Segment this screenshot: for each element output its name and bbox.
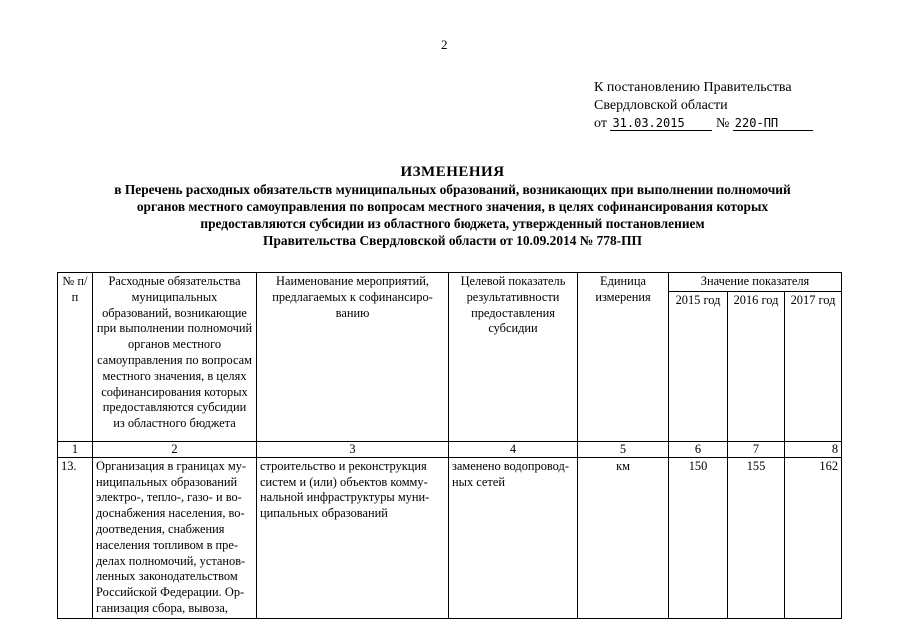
document-title <box>40 164 865 249</box>
header-num: № п/п <box>58 273 93 442</box>
row-value-2017: 162 <box>785 457 842 618</box>
title-line-3: предоставляются субсидии из областного бюджета, утвержденный постановлением <box>200 216 705 231</box>
column-number: 5 <box>578 441 669 457</box>
column-number-row <box>58 441 842 457</box>
row-target: заменено водопровод-ных сетей <box>449 457 578 618</box>
approval-number-label: № <box>715 116 730 131</box>
obligations-table <box>57 272 842 619</box>
column-number: 6 <box>669 441 728 457</box>
approval-line-1: К постановлению Правительства <box>594 80 792 95</box>
title-line-4: Правительства Свердловской области от 10.09.2014 № 778-ПП <box>263 233 642 248</box>
column-number: 3 <box>257 441 449 457</box>
column-number: 7 <box>728 441 785 457</box>
header-target: Целевой показатель результативности предоставления субсидии <box>449 273 578 442</box>
title-line-2: органов местного самоуправления по вопросам местного значения, в целях софинансирования которых <box>136 199 769 214</box>
header-year-2015: 2015 год <box>669 291 728 441</box>
approval-stamp <box>594 79 813 133</box>
header-value-group: Значение показателя <box>669 273 842 292</box>
header-obligations: Расходные обязательства муниципальных образований, возникающие при выполнении полномочий органов местного самоуправления по вопросам местного значения, в целях софинансирования которых предоставляются субсидии из областного бюджета <box>93 273 257 442</box>
approval-from-label: от <box>594 116 607 131</box>
approval-line-2: Свердловской области <box>594 98 728 113</box>
header-row-1 <box>58 273 842 292</box>
page-number: 2 <box>441 37 448 52</box>
row-value-2015: 150 <box>669 457 728 618</box>
approval-number: 220-ПП <box>733 116 813 131</box>
table-row <box>58 457 842 618</box>
row-unit: км <box>578 457 669 618</box>
header-unit: Единица измерения <box>578 273 669 442</box>
column-number: 8 <box>785 441 842 457</box>
column-number: 2 <box>93 441 257 457</box>
row-value-2016: 155 <box>728 457 785 618</box>
approval-date: 31.03.2015 <box>610 116 712 131</box>
column-number: 1 <box>58 441 93 457</box>
row-measure: строительство и реконструкция систем и (или) объектов комму-нальной инфраструктуры муни-ципальных образований <box>257 457 449 618</box>
title-main: ИЗМЕНЕНИЯ <box>400 164 505 180</box>
column-number: 4 <box>449 441 578 457</box>
row-num: 13. <box>58 457 93 618</box>
header-year-2016: 2016 год <box>728 291 785 441</box>
title-line-1: в Перечень расходных обязательств муниципальных образований, возникающих при выполнении полномочий <box>114 182 791 197</box>
approval-line-3 <box>594 115 813 133</box>
header-year-2017: 2017 год <box>785 291 842 441</box>
row-obligation: Организация в границах му-ниципальных образований электро-, тепло-, газо- и во-доснабжения населения, во-доотведения, снабжения населения топливом в пре-делах полномочий, установ-ленных законодательством Российской Федерации. Ор-ганизация сбора, вывоза, <box>93 457 257 618</box>
header-measures: Наименование мероприятий, предлагаемых к софинансиро-ванию <box>257 273 449 442</box>
